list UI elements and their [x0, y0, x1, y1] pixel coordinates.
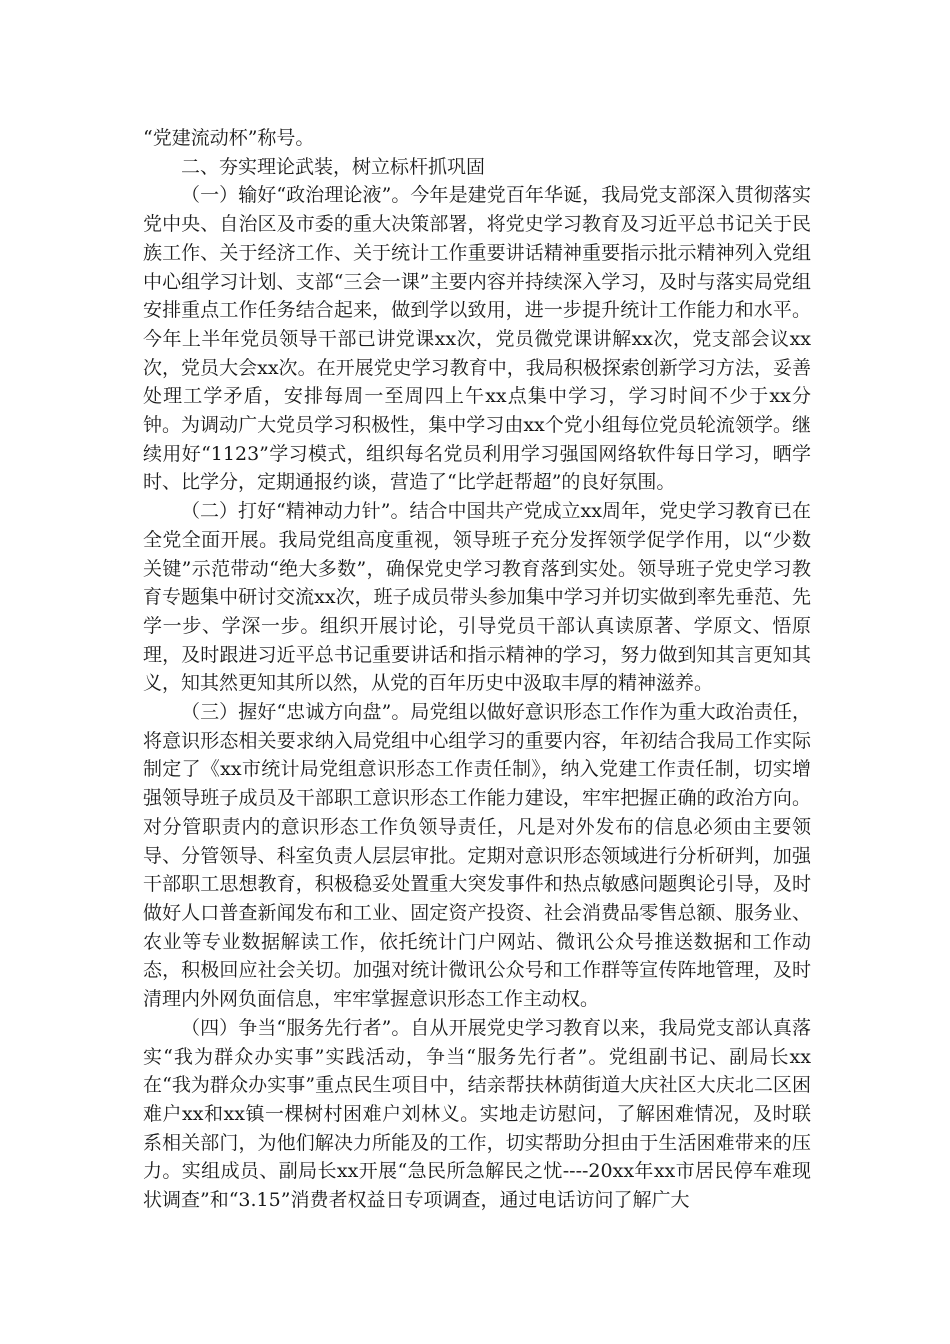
- paragraph-two: （二）打好“精神动力针”。结合中国共产党成立xx周年，党史学习教育已在全党全面开展。我局党组高度重视，领导班子充分发挥领学促学作用，以“少数关键”示范带动“绝大多数”，确保党史学习教育落到实处。领导班子党史学习教育专题集中研讨交流xx次，班子成员带头参加集中学习并切实做到率先垂范、先学一步、学深一步。组织开展讨论，引导党员干部认真读原著、学原文、悟原理，及时跟进习近平总书记重要讲话和指示精神的学习，努力做到知其言更知其义，知其然更知其所以然，从党的百年历史中汲取丰厚的精神滋养。: [143, 500, 811, 695]
- paragraph-three: （三）握好“忠诚方向盘”。局党组以做好意识形态工作作为重大政治责任，将意识形态相关要求纳入局党组中心组学习的重要内容，年初结合我局工作实际制定了《xx市统计局党组意识形态工作责任制》，纳入党建工作责任制，切实增强领导班子成员及干部职工意识形态工作能力建设，牢牢把握正确的政治方向。对分管职责内的意识形态工作负领导责任，凡是对外发布的信息必须由主要领导、分管领导、科室负责人层层审批。定期对意识形态领域进行分析研判，加强干部职工思想教育，积极稳妥处置重大突发事件和热点敏感问题舆论引导，及时做好人口普查新闻发布和工业、固定资产投资、社会消费品零售总额、服务业、农业等专业数据解读工作，依托统计门户网站、微讯公众号推送数据和工作动态，积极回应社会关切。加强对统计微讯公众号和工作群等宣传阵地管理，及时清理内外网负面信息，牢牢掌握意识形态工作主动权。: [143, 701, 811, 1011]
- paragraph-four: （四）争当“服务先行者”。自从开展党史学习教育以来，我局党支部认真落实“我为群众办实事”实践活动，争当“服务先行者”。党组副书记、副局长xx在“我为群众办实事”重点民生项目中，结亲帮扶林荫街道大庆社区大庆北二区困难户xx和xx镇一棵树村困难户刘林义。实地走访慰问，了解困难情况，及时联系相关部门，为他们解决力所能及的工作，切实帮助分担由于生活困难带来的压力。实组成员、副局长xx开展“急民所急解民之忧----20xx年xx市居民停车难现状调查”和“3.15”消费者权益日专项调查，通过电话访问了解广大: [143, 1016, 811, 1212]
- paragraph-title-continuation: “党建流动杯”称号。: [143, 127, 315, 149]
- paragraph-one: （一）输好“政治理论液”。今年是建党百年华诞，我局党支部深入贯彻落实党中央、自治区及市委的重大决策部署，将党史学习教育及习近平总书记关于民族工作、关于经济工作、关于统计工作重要讲话精神重要指示批示精神列入党组中心组学习计划、支部“三会一课”主要内容并持续深入学习，及时与落实局党组安排重点工作任务结合起来，做到学以致用，进一步提升统计工作能力和水平。今年上半年党员领导干部已讲党课xx次，党员微党课讲解xx次，党支部会议xx次，党员大会xx次。在开展党史学习教育中，我局积极探索创新学习方法，妥善处理工学矛盾，安排每周一至周四上午xx点集中学习，学习时间不少于xx分钟。为调动广大党员学习积极性，集中学习由xx个党小组每位党员轮流领学。继续用好“1123”学习模式，组织每名党员利用学习强国网络软件每日学习，晒学时、比学分，定期通报约谈，营造了“比学赶帮超”的良好氛围。: [143, 184, 811, 494]
- section-heading: 二、夯实理论武装，树立标杆抓巩固: [181, 155, 486, 178]
- document-body: [143, 124, 811, 1215]
